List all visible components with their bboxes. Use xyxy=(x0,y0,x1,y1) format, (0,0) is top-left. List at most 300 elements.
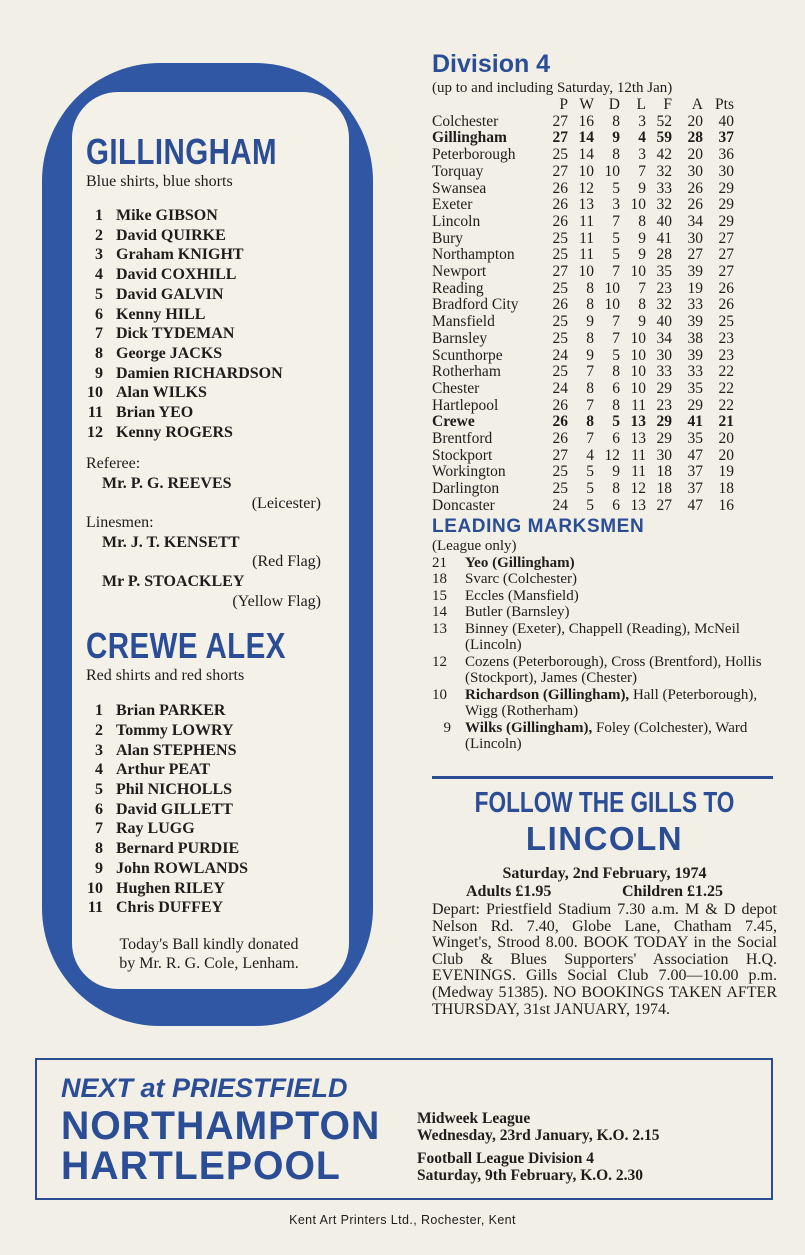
for-cell: 23 xyxy=(656,279,672,297)
for-cell: 42 xyxy=(656,146,672,164)
for-cell: 18 xyxy=(656,463,672,481)
linesman-flag: (Red Flag) xyxy=(252,553,321,571)
marksman-entry xyxy=(432,621,782,654)
league-table-body xyxy=(432,114,734,515)
league-row xyxy=(432,381,734,398)
team-cell: Rotherham xyxy=(432,363,501,381)
league-table xyxy=(432,97,734,515)
for-cell: 32 xyxy=(656,296,672,314)
lost-cell: 13 xyxy=(630,430,646,448)
away-player xyxy=(86,859,349,879)
points-cell: 22 xyxy=(718,379,734,397)
league-table-section xyxy=(432,49,788,515)
away-team-block xyxy=(86,625,349,918)
away-player xyxy=(86,760,349,780)
away-player xyxy=(86,721,349,741)
away-player xyxy=(86,741,349,761)
shirt-number: 3 xyxy=(95,246,103,264)
drawn-cell: 5 xyxy=(612,413,620,431)
goal-count: 18 xyxy=(432,571,447,587)
for-cell: 33 xyxy=(656,179,672,197)
played-cell: 27 xyxy=(552,162,568,180)
lost-cell: 9 xyxy=(638,179,646,197)
league-row xyxy=(432,464,734,481)
points-cell: 18 xyxy=(718,480,734,498)
lost-cell: 7 xyxy=(638,162,646,180)
for-cell: 59 xyxy=(656,129,672,147)
played-cell: 26 xyxy=(552,396,568,414)
trip-prices xyxy=(432,883,777,901)
linesman-flag: (Yellow Flag) xyxy=(232,592,321,610)
scorer-names xyxy=(465,621,782,654)
against-cell: 33 xyxy=(687,363,703,381)
goal-count: 12 xyxy=(432,653,447,670)
gillingham-scorer: Wilks (Gillingham), xyxy=(465,719,593,736)
division-title: Division 4 xyxy=(432,50,551,78)
header-played: P xyxy=(559,96,568,113)
referee-label: Referee: xyxy=(86,455,141,473)
team-cell: Lincoln xyxy=(432,212,481,230)
header-against: A xyxy=(691,96,703,113)
home-players-list xyxy=(86,206,349,442)
against-cell: 30 xyxy=(687,162,703,180)
fixture-date: Wednesday, 23rd January, K.O. 2.15 xyxy=(417,1127,660,1144)
goal-count: 13 xyxy=(432,620,447,637)
follow-title: FOLLOW THE GILLS TO xyxy=(474,787,735,819)
points-cell: 26 xyxy=(718,296,734,314)
player-name: Chris DUFFEY xyxy=(116,899,224,917)
for-cell: 41 xyxy=(656,229,672,247)
header-team xyxy=(432,97,544,114)
points-cell: 20 xyxy=(718,446,734,464)
marksman-entry xyxy=(432,571,782,588)
played-cell: 25 xyxy=(552,363,568,381)
drawn-cell: 8 xyxy=(612,146,620,164)
against-cell: 26 xyxy=(687,179,703,197)
league-row xyxy=(432,147,734,164)
team-cell: Scunthorpe xyxy=(432,346,503,364)
team-cell: Reading xyxy=(432,279,484,297)
team-sheet xyxy=(72,92,349,989)
against-cell: 47 xyxy=(687,446,703,464)
points-cell: 22 xyxy=(718,363,734,381)
won-cell: 8 xyxy=(586,329,594,347)
played-cell: 24 xyxy=(552,496,568,514)
drawn-cell: 12 xyxy=(604,446,620,464)
scorer-names xyxy=(465,687,782,720)
league-row xyxy=(432,348,734,365)
player-name: David COXHILL xyxy=(116,266,237,284)
team-cell: Colchester xyxy=(432,112,499,130)
team-cell: Newport xyxy=(432,263,487,281)
for-cell: 23 xyxy=(656,396,672,414)
home-player xyxy=(86,245,349,265)
scorer-names xyxy=(465,588,782,605)
shirt-number: 4 xyxy=(95,761,103,779)
header-for: F xyxy=(663,96,672,113)
away-player xyxy=(86,800,349,820)
won-cell: 13 xyxy=(578,196,594,214)
points-cell: 37 xyxy=(718,129,734,147)
goal-count: 21 xyxy=(432,554,447,571)
trip-date: Saturday, 2nd February, 1974 xyxy=(502,865,707,882)
shirt-number: 6 xyxy=(95,800,103,818)
team-cell: Northampton xyxy=(432,246,515,264)
team-cell: Darlington xyxy=(432,480,500,498)
league-row xyxy=(432,197,734,214)
for-cell: 35 xyxy=(656,263,672,281)
team-cell: Swansea xyxy=(432,179,487,197)
won-cell: 4 xyxy=(586,446,594,464)
away-team-kit: Red shirts and red shorts xyxy=(86,667,245,685)
for-cell: 28 xyxy=(656,246,672,264)
league-row xyxy=(432,231,734,248)
points-cell: 36 xyxy=(718,146,734,164)
match-officials xyxy=(86,454,349,611)
other-scorers: Foley (Colchester), Ward (Lincoln) xyxy=(465,719,748,752)
referee-place: (Leicester) xyxy=(251,494,321,512)
header-drawn: D xyxy=(608,96,620,113)
away-player xyxy=(86,780,349,800)
points-cell: 19 xyxy=(718,463,734,481)
against-cell: 39 xyxy=(687,346,703,364)
against-cell: 35 xyxy=(687,430,703,448)
league-row xyxy=(432,398,734,415)
gillingham-scorer: Yeo (Gillingham) xyxy=(465,554,575,571)
drawn-cell: 10 xyxy=(604,296,620,314)
home-player xyxy=(86,305,349,325)
for-cell: 40 xyxy=(656,313,672,331)
shirt-number: 12 xyxy=(87,423,103,441)
lost-cell: 13 xyxy=(630,496,646,514)
team-cell: Barnsley xyxy=(432,329,488,347)
against-cell: 29 xyxy=(687,396,703,414)
team-cell: Bradford City xyxy=(432,296,519,314)
home-player xyxy=(86,265,349,285)
league-row xyxy=(432,297,734,314)
points-cell: 29 xyxy=(718,212,734,230)
player-name: Hughen RILEY xyxy=(116,879,225,897)
home-player xyxy=(86,364,349,384)
lost-cell: 10 xyxy=(630,363,646,381)
scorer-names xyxy=(465,654,782,687)
for-cell: 52 xyxy=(656,112,672,130)
drawn-cell: 7 xyxy=(612,212,620,230)
team-cell: Hartlepool xyxy=(432,396,499,414)
goal-count: 9 xyxy=(443,719,451,736)
scorer-names xyxy=(465,555,782,572)
fixture-date: Saturday, 9th February, K.O. 2.30 xyxy=(417,1167,644,1184)
for-cell: 29 xyxy=(656,413,672,431)
shirt-number: 5 xyxy=(95,285,103,303)
player-name: Damien RICHARDSON xyxy=(116,364,283,382)
drawn-cell: 8 xyxy=(612,363,620,381)
shirt-number: 7 xyxy=(95,325,103,343)
played-cell: 27 xyxy=(552,446,568,464)
home-player xyxy=(86,423,349,443)
home-player xyxy=(86,285,349,305)
drawn-cell: 7 xyxy=(612,263,620,281)
shirt-number: 2 xyxy=(95,226,103,244)
won-cell: 16 xyxy=(578,112,594,130)
player-name: Ray LUGG xyxy=(116,820,195,838)
trip-details xyxy=(432,902,777,1018)
drawn-cell: 5 xyxy=(612,346,620,364)
points-cell: 29 xyxy=(718,196,734,214)
lost-cell: 10 xyxy=(630,263,646,281)
player-name: Arthur PEAT xyxy=(116,761,211,779)
league-row xyxy=(432,414,734,431)
won-cell: 9 xyxy=(586,313,594,331)
away-player xyxy=(86,879,349,899)
against-cell: 37 xyxy=(687,480,703,498)
drawn-cell: 8 xyxy=(612,396,620,414)
won-cell: 7 xyxy=(586,363,594,381)
league-table-header xyxy=(432,97,734,114)
league-row xyxy=(432,364,734,381)
played-cell: 26 xyxy=(552,179,568,197)
against-cell: 35 xyxy=(687,379,703,397)
team-cell: Peterborough xyxy=(432,146,516,164)
header-points: Pts xyxy=(715,96,734,113)
marksman-entry xyxy=(432,720,782,753)
marksman-entry xyxy=(432,555,782,572)
next-opponent: HARTLEPOOL xyxy=(61,1144,341,1188)
for-cell: 40 xyxy=(656,212,672,230)
drawn-cell: 7 xyxy=(612,313,620,331)
points-cell: 21 xyxy=(718,413,734,431)
lost-cell: 13 xyxy=(630,413,646,431)
for-cell: 32 xyxy=(656,162,672,180)
lost-cell: 8 xyxy=(638,212,646,230)
drawn-cell: 5 xyxy=(612,246,620,264)
other-scorers: Svarc (Colchester) xyxy=(465,571,578,587)
lost-cell: 10 xyxy=(630,196,646,214)
league-row xyxy=(432,181,734,198)
drawn-cell: 6 xyxy=(612,379,620,397)
player-name: John ROWLANDS xyxy=(116,859,249,877)
league-row xyxy=(432,264,734,281)
against-cell: 37 xyxy=(687,463,703,481)
team-cell: Torquay xyxy=(432,162,484,180)
points-cell: 27 xyxy=(718,229,734,247)
player-name: Brian PARKER xyxy=(116,702,226,720)
player-name: Alan STEPHENS xyxy=(116,741,237,759)
against-cell: 26 xyxy=(687,196,703,214)
player-name: Kenny HILL xyxy=(116,305,206,323)
played-cell: 24 xyxy=(552,379,568,397)
drawn-cell: 8 xyxy=(612,480,620,498)
referee-name: Mr. P. G. REEVES xyxy=(102,475,232,493)
played-cell: 26 xyxy=(552,196,568,214)
league-row xyxy=(432,448,734,465)
goal-count: 15 xyxy=(432,587,447,604)
linesman-name: Mr. J. T. KENSETT xyxy=(102,533,240,551)
next-opponent: NORTHAMPTON xyxy=(61,1104,381,1148)
shirt-number: 10 xyxy=(87,384,103,402)
player-name: David QUIRKE xyxy=(116,226,226,244)
fixture-competition: Football League Division 4 xyxy=(417,1150,594,1167)
against-cell: 38 xyxy=(687,329,703,347)
lost-cell: 12 xyxy=(630,480,646,498)
home-player xyxy=(86,206,349,226)
away-team-name: CREWE ALEX xyxy=(86,625,286,667)
lost-cell: 9 xyxy=(638,229,646,247)
won-cell: 11 xyxy=(579,246,594,264)
goal-count: 10 xyxy=(432,686,447,703)
league-row xyxy=(432,281,734,298)
player-name: Tommy LOWRY xyxy=(116,721,234,739)
next-fixtures-box xyxy=(35,1058,773,1200)
points-cell: 20 xyxy=(718,430,734,448)
home-player xyxy=(86,226,349,246)
for-cell: 29 xyxy=(656,379,672,397)
team-cell: Stockport xyxy=(432,446,493,464)
played-cell: 26 xyxy=(552,296,568,314)
league-row xyxy=(432,164,734,181)
follow-destination: LINCOLN xyxy=(525,820,684,857)
for-cell: 30 xyxy=(656,446,672,464)
league-row xyxy=(432,481,734,498)
played-cell: 25 xyxy=(552,146,568,164)
played-cell: 24 xyxy=(552,346,568,364)
played-cell: 25 xyxy=(552,246,568,264)
player-name: David GALVIN xyxy=(116,285,224,303)
lost-cell: 10 xyxy=(630,379,646,397)
league-row xyxy=(432,247,734,264)
against-cell: 19 xyxy=(687,279,703,297)
played-cell: 25 xyxy=(552,279,568,297)
won-cell: 12 xyxy=(578,179,594,197)
scorer-names xyxy=(465,604,782,621)
other-scorers: Hall (Peterborough), Wigg (Rotherham) xyxy=(465,686,758,719)
points-cell: 27 xyxy=(718,246,734,264)
division-subtitle: (up to and including Saturday, 12th Jan) xyxy=(432,80,673,96)
points-cell: 16 xyxy=(718,496,734,514)
lost-cell: 8 xyxy=(638,296,646,314)
for-cell: 27 xyxy=(656,496,672,514)
won-cell: 10 xyxy=(578,162,594,180)
shirt-number: 7 xyxy=(95,820,103,838)
drawn-cell: 9 xyxy=(612,129,620,147)
shirt-number: 6 xyxy=(95,305,103,323)
section-divider xyxy=(432,776,773,779)
player-name: George JACKS xyxy=(116,344,223,362)
league-row xyxy=(432,331,734,348)
shirt-number: 1 xyxy=(95,702,103,720)
other-scorers: Cozens (Peterborough), Cross (Brentford), Hollis (Stockport), James (Chester) xyxy=(465,653,762,686)
played-cell: 26 xyxy=(552,413,568,431)
home-player xyxy=(86,324,349,344)
next-heading: NEXT at PRIESTFIELD xyxy=(61,1073,348,1103)
player-name: Phil NICHOLLS xyxy=(116,781,233,798)
won-cell: 14 xyxy=(578,129,594,147)
against-cell: 20 xyxy=(687,146,703,164)
for-cell: 34 xyxy=(656,329,672,347)
drawn-cell: 6 xyxy=(612,430,620,448)
team-cell: Gillingham xyxy=(432,129,507,147)
played-cell: 25 xyxy=(552,229,568,247)
against-cell: 39 xyxy=(687,313,703,331)
won-cell: 5 xyxy=(586,496,594,514)
against-cell: 28 xyxy=(687,129,703,147)
points-cell: 40 xyxy=(718,112,734,130)
drawn-cell: 9 xyxy=(612,463,620,481)
lost-cell: 3 xyxy=(638,146,646,164)
team-cell: Chester xyxy=(432,379,480,397)
player-name: Dick TYDEMAN xyxy=(116,325,235,343)
drawn-cell: 10 xyxy=(604,162,620,180)
against-cell: 34 xyxy=(687,212,703,230)
player-name: David GILLETT xyxy=(116,800,233,818)
shirt-number: 10 xyxy=(87,879,103,897)
lost-cell: 9 xyxy=(638,246,646,264)
against-cell: 41 xyxy=(687,413,703,431)
marksmen-subtitle: (League only) xyxy=(432,538,517,554)
played-cell: 25 xyxy=(552,480,568,498)
against-cell: 20 xyxy=(687,112,703,130)
points-cell: 30 xyxy=(718,162,734,180)
played-cell: 25 xyxy=(552,329,568,347)
shirt-number: 8 xyxy=(95,344,103,362)
lost-cell: 4 xyxy=(638,129,646,147)
shirt-number: 11 xyxy=(87,899,103,917)
against-cell: 30 xyxy=(687,229,703,247)
player-name: Kenny ROGERS xyxy=(116,423,233,441)
won-cell: 10 xyxy=(578,263,594,281)
league-row xyxy=(432,130,734,147)
won-cell: 5 xyxy=(586,463,594,481)
marksman-entry xyxy=(432,687,782,720)
other-scorers: Eccles (Mansfield) xyxy=(465,587,579,604)
team-cell: Doncaster xyxy=(432,496,495,514)
trip-details-text: Depart: Priestfield Stadium 7.30 a.m. M & D depot Nelson Rd. 7.40, Globe Lane, Chatham 7.45, Winget's, Strood 8.00. BOOK TODAY in the Social Club & Blues Supporters' Association H.Q. EVENINGS. Gills Social Club 7.00—10.00 p.m. (Medway 51385). NO BOOKINGS TAKEN AFTER THURSDAY, 31st JANUARY, 1974. xyxy=(432,901,777,1018)
marksman-entry xyxy=(432,604,782,621)
away-players-list xyxy=(86,701,349,918)
marksmen-title: LEADING MARKSMEN xyxy=(432,516,645,537)
drawn-cell: 5 xyxy=(612,179,620,197)
played-cell: 27 xyxy=(552,112,568,130)
points-cell: 26 xyxy=(718,279,734,297)
won-cell: 7 xyxy=(586,396,594,414)
marksman-entry xyxy=(432,588,782,605)
won-cell: 11 xyxy=(579,212,594,230)
team-cell: Brentford xyxy=(432,430,493,448)
points-cell: 22 xyxy=(718,396,734,414)
ball-note-line: by Mr. R. G. Cole, Lenham. xyxy=(119,954,299,972)
lost-cell: 10 xyxy=(630,346,646,364)
drawn-cell: 3 xyxy=(612,196,620,214)
team-cell: Exeter xyxy=(432,196,473,214)
against-cell: 47 xyxy=(687,496,703,514)
fixture-details xyxy=(417,1110,659,1144)
played-cell: 25 xyxy=(552,463,568,481)
away-player xyxy=(86,701,349,721)
drawn-cell: 10 xyxy=(604,279,620,297)
won-cell: 14 xyxy=(578,146,594,164)
points-cell: 25 xyxy=(718,313,734,331)
for-cell: 32 xyxy=(656,196,672,214)
drawn-cell: 6 xyxy=(612,496,620,514)
gillingham-scorer: Richardson (Gillingham), xyxy=(465,686,630,703)
fixture-details xyxy=(417,1150,643,1184)
won-cell: 8 xyxy=(586,296,594,314)
played-cell: 27 xyxy=(552,263,568,281)
won-cell: 7 xyxy=(586,430,594,448)
league-row xyxy=(432,114,734,131)
lost-cell: 10 xyxy=(630,329,646,347)
shirt-number: 2 xyxy=(95,721,103,739)
